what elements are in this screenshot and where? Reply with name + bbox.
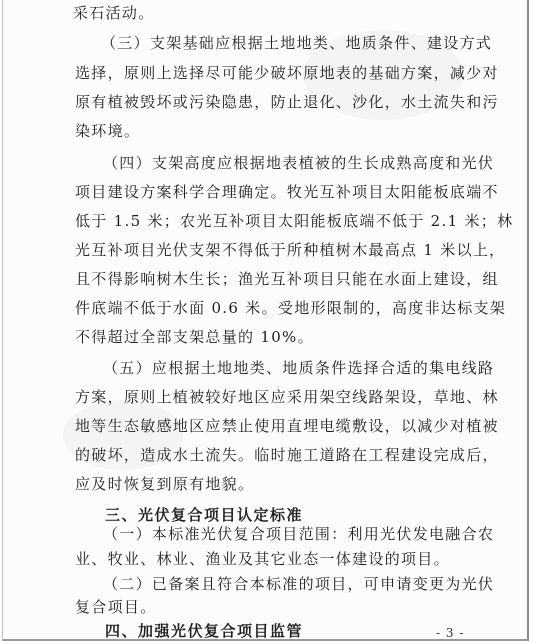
paragraph-start-line: （一）本标准光伏复合项目范围：利用光伏发电融合农 [103,525,495,543]
body-text-line: 方案，原则上植被较好地区应采用架空线路架设，草地、林 [75,388,499,406]
body-text-line: 项目建设方案科学合理确定。牧光互补项目太阳能板底端不 [75,183,499,201]
body-text-line: 业、牧业、林业、渔业及其它业态一体建设的项目。 [75,550,450,568]
body-text-line: 地等生态敏感地区应禁止使用直埋电缆敷设，以减少对植被 [75,417,499,435]
body-text-line: 复合项目。 [75,598,157,616]
body-text-line: 不得超过全部支架总量的 10%。 [75,328,314,346]
paragraph-start-line: （二）已备案且符合本标准的项目，可申请变更为光伏 [103,575,495,593]
body-text-line: 选择，原则上选择尽可能少破坏原地表的基础方案，减少对 [75,64,499,82]
paragraph-start-line: （五）应根据土地地类、地质条件选择合适的集电线路 [103,359,495,377]
body-text-line: 应及时恢复到原有地貌。 [75,475,255,493]
body-text-line: 原有植被毁坏或污染隐患，防止退化、沙化，水土流失和污 [75,93,499,111]
body-text-line: 低于 1.5 米；农光互补项目太阳能板底端不低于 2.1 米；林 [75,212,514,230]
body-text-line: 件底端不低于水面 0.6 米。受地形限制的，高度非达标支架 [75,299,507,317]
body-text-line: 光互补项目光伏支架不得低于所种植树木最高点 1 米以上， [75,241,506,259]
body-text-line: 采石活动。 [73,4,155,22]
section-heading: 三、光伏复合项目认定标准 [105,506,304,524]
document-page [2,0,529,641]
body-text-line: 染环境。 [75,122,141,140]
paragraph-start-line: （四）支架高度应根据地表植被的生长成熟高度和光伏 [103,154,495,172]
paragraph-start-line: （三）支架基础应根据土地地类、地质条件、建设方式 [101,34,493,52]
page-number: - 3 - [436,626,465,640]
body-text-line: 且不得影响树木生长；渔光互补项目只能在水面上建设，组 [75,270,499,288]
body-text-line: 的破坏，造成水土流失。临时施工道路在工程建设完成后， [75,446,499,464]
section-heading: 四、加强光伏复合项目监管 [105,622,304,640]
